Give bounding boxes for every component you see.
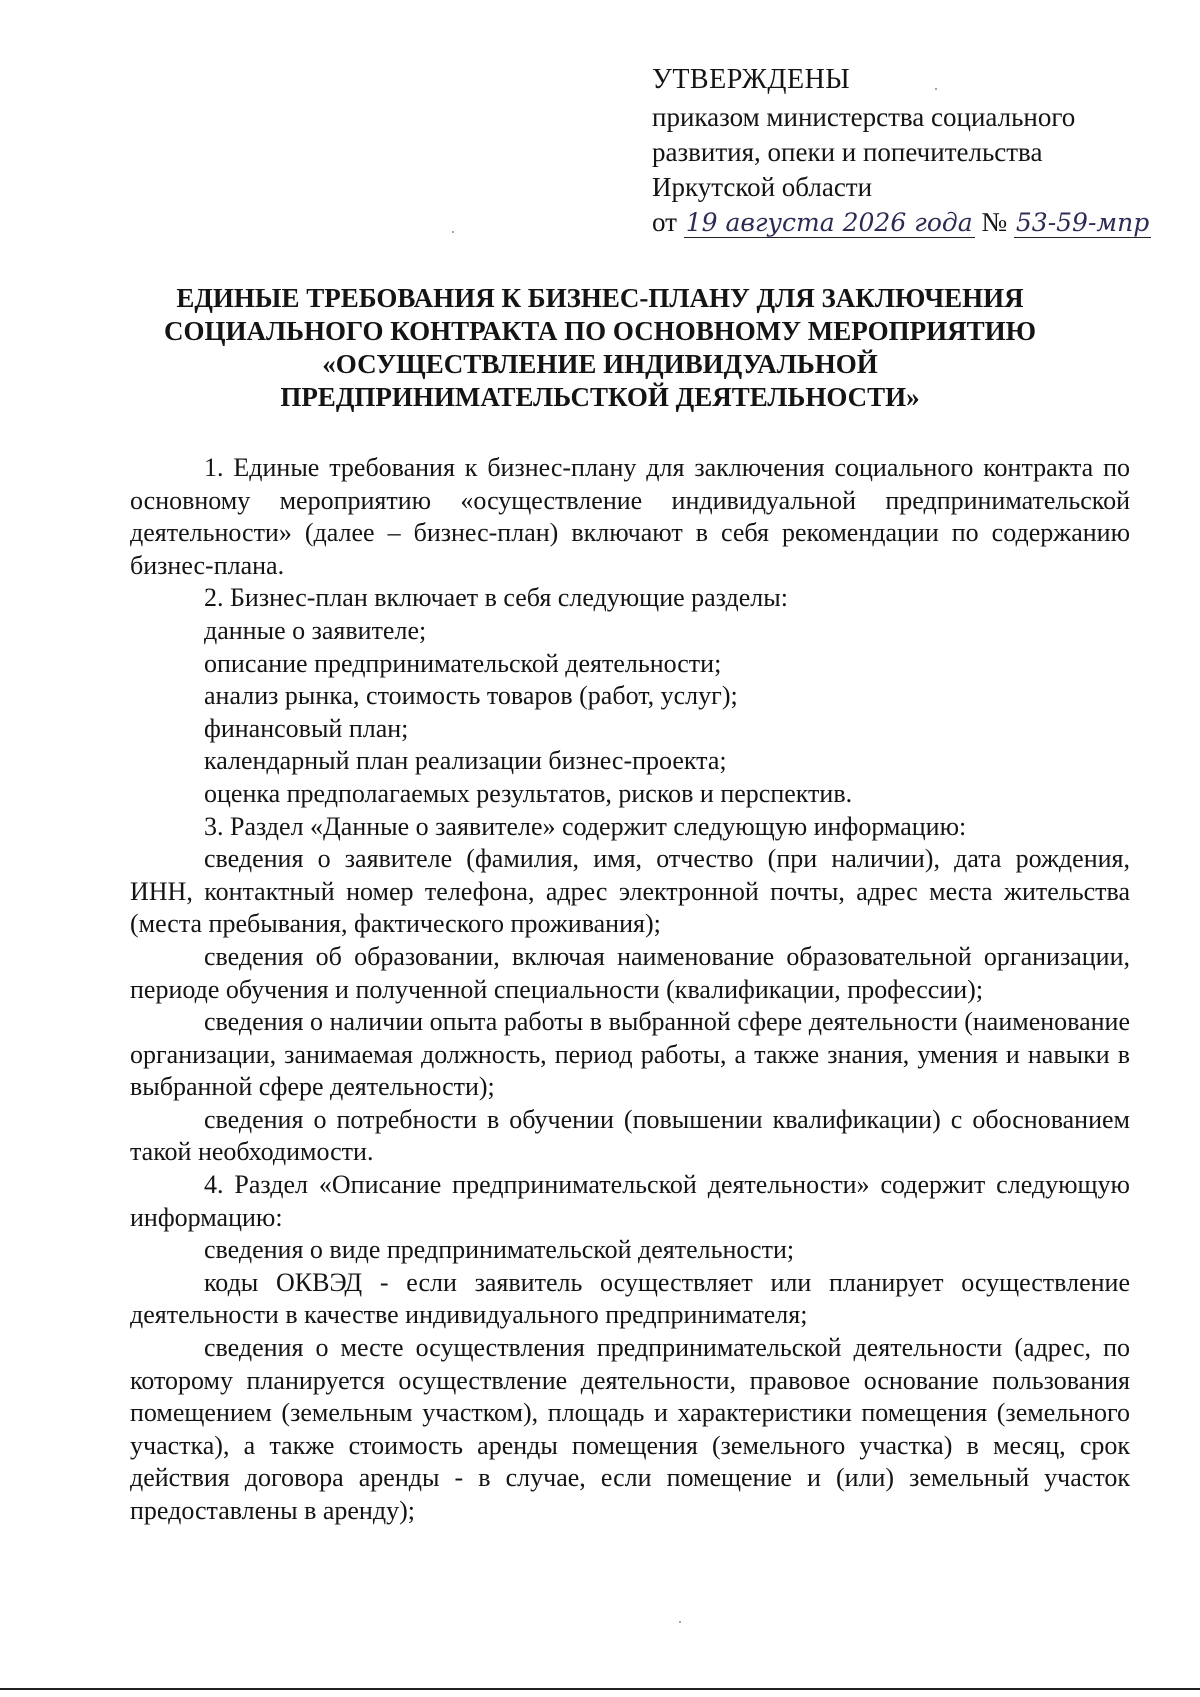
approval-line-1: приказом министерства социального [652, 102, 1076, 132]
section-item: календарный план реализации бизнес-проекта; [204, 746, 727, 776]
handwritten-date: 19 августа 2026 года [685, 208, 973, 237]
activity-info-item: сведения о виде предпринимательской деятельности; [204, 1235, 795, 1265]
scan-speck [935, 88, 937, 90]
approval-number-label: № [981, 207, 1008, 237]
section-item: анализ рынка, стоимость товаров (работ, услуг); [204, 681, 738, 711]
approval-line-2: развития, опеки и попечительства [652, 137, 1043, 167]
document-body [130, 452, 1130, 1528]
applicant-info-item: сведения о потребности в обучении (повышении квалификации) с обоснованием такой необходимости. [130, 1104, 1130, 1167]
title-line-3: «ОСУЩЕСТВЛЕНИЕ ИНДИВИДУАЛЬНОЙ [322, 349, 878, 379]
approval-from-label: от [652, 207, 677, 237]
scan-speck [679, 1621, 681, 1623]
section-item: описание предпринимательской деятельности; [204, 648, 722, 678]
approval-date-row [652, 205, 1172, 240]
section-item: оценка предполагаемых результатов, рисков и перспектив. [204, 778, 853, 808]
paragraph-1: 1. Единые требования к бизнес-плану для заключения социального контракта по основному мероприятию «осуществление индивидуальной предпринимательской деятельности» (далее – бизнес-план) включают в себя рекомендации по содержанию бизнес-плана. [130, 453, 1130, 580]
paragraph-3: 3. Раздел «Данные о заявителе» содержит следующую информацию: [204, 811, 967, 841]
title-line-2: СОЦИАЛЬНОГО КОНТРАКТА ПО ОСНОВНОМУ МЕРОПРИЯТИЮ [163, 316, 1037, 346]
scan-speck [452, 231, 454, 233]
activity-info-item: сведения о месте осуществления предпринимательской деятельности (адрес, по которому планируется осуществление деятельности, правовое основание пользования помещением (земельным участком), площадь и характеристики помещения (земельного участка), а также стоимость аренды помещения (земельного участка) в месяц, срок действия договора аренды - в случае, если помещение и (или) земельный участок предоставлены в аренду); [130, 1333, 1130, 1525]
approval-line-3: Иркутской области [652, 172, 873, 202]
document-title [120, 282, 1080, 414]
title-line-1: ЕДИНЫЕ ТРЕБОВАНИЯ К БИЗНЕС-ПЛАНУ ДЛЯ ЗАКЛЮЧЕНИЯ [176, 283, 1024, 313]
section-item: финансовый план; [204, 713, 409, 743]
applicant-info-item: сведения о заявителе (фамилия, имя, отчество (при наличии), дата рождения, ИНН, контактный номер телефона, адрес электронной почты, адрес места жительства (места пребывания, фактического проживания); [130, 844, 1130, 939]
paragraph-4: 4. Раздел «Описание предпринимательской деятельности» содержит следующую информацию: [130, 1170, 1130, 1232]
approval-heading: УТВЕРЖДЕНЫ [652, 64, 851, 95]
paragraph-2: 2. Бизнес-план включает в себя следующие разделы: [204, 583, 788, 613]
handwritten-number: 53-59-мпр [1015, 208, 1150, 237]
approval-block [652, 62, 1172, 240]
section-item: данные о заявителе; [204, 615, 427, 645]
title-line-4: ПРЕДПРИНИМАТЕЛЬСТКОЙ ДЕЯТЕЛЬНОСТИ» [280, 382, 920, 412]
page-bottom-edge [0, 1688, 1200, 1690]
applicant-info-item: сведения об образовании, включая наименование образовательной организации, периоде обучения и полученной специальности (квалификации, профессии); [130, 941, 1130, 1004]
applicant-info-item: сведения о наличии опыта работы в выбранной сфере деятельности (наименование организации, занимаемая должность, период работы, а также знания, умения и навыки в выбранной сфере деятельности); [130, 1007, 1130, 1102]
activity-info-item: коды ОКВЭД - если заявитель осуществляет или планирует осуществление деятельности в качестве индивидуального предпринимателя; [130, 1267, 1130, 1330]
